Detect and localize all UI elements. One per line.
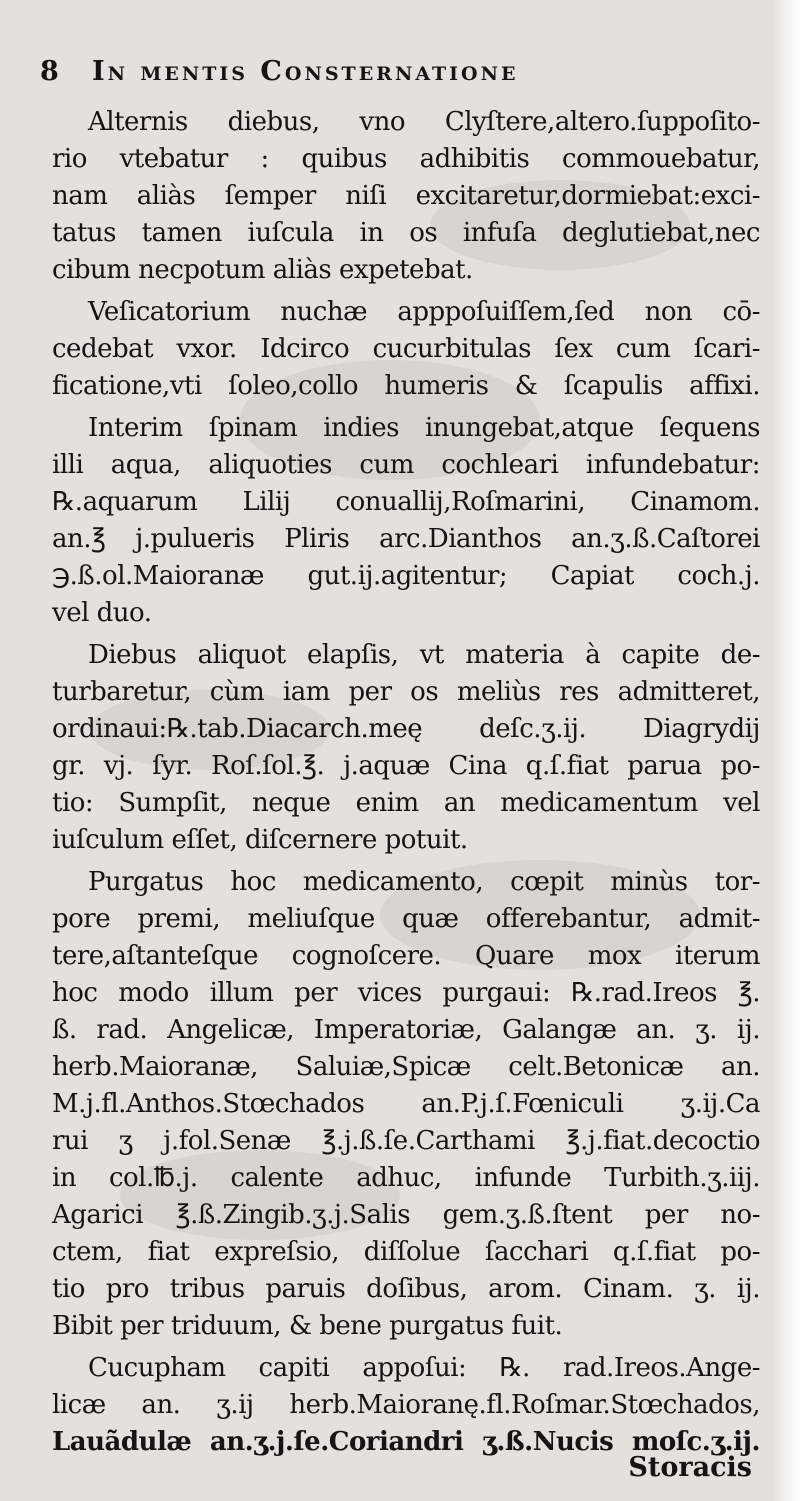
text-line: Lauãdulæ an.ʒ.j.ſe.Coriandri ʒ.ß.Nucis moſc.ʒ.ij. [52,1427,760,1457]
text-line: an.℥ j.pulueris Pliris arc.Dianthos an.ʒ.ß.Caſtorei [52,524,760,554]
text-line: illi aqua, aliquoties cum cochleari infundebatur: [52,450,760,480]
text-line: rio vtebatur : quibus adhibitis commouebatur, [52,144,760,174]
text-line: hoc modo illum per vices purgaui: ℞.rad.Ireos ℥. [52,978,760,1008]
catchword: Storacis [628,1452,752,1483]
text-line: ℈.ß.ol.Maioranæ gut.ij.agitentur; Capiat coch.j. [52,561,760,591]
text-line: gr. vj. ſyr. Roſ.ſol.℥. j.aquæ Cina q.ſ.fiat parua po- [52,751,760,781]
text-line: Cucupham capiti appoſui: ℞. rad.Ireos.Ange- [88,1353,760,1383]
text-line: pore premi, meliuſque quæ offerebantur, admit- [52,904,760,934]
running-head [40,56,760,96]
text-line: ordinaui:℞.tab.Diacarch.meę deſc.ʒ.ij. Diagrydij [52,714,760,744]
text-line: vel duo. [52,598,152,628]
text-line: iuſculum eſſet, diſcernere potuit. [52,825,468,855]
text-line: ℞.aquarum Lilij conuallij,Roſmarini, Cinamom. [52,487,760,517]
text-line: tio pro tribus paruis doſibus, arom. Cinam. ʒ. ij. [52,1274,760,1304]
text-line: licæ an. ʒ.ij herb.Maioranę.fl.Roſmar.Stœchados, [52,1390,760,1420]
text-line: cedebat vxor. Idcirco cucurbitulas ſex cum ſcari- [52,334,760,364]
text-line: M.j.fl.Anthos.Stœchados an.P.j.ſ.Fœniculi ʒ.ij.Ca [52,1089,760,1119]
text-line: turbaretur, cùm iam per os meliùs res admitteret, [52,677,760,707]
text-line: Agarici ℥.ß.Zingib.ʒ.j.Salis gem.ʒ.ß.ſtent per no- [52,1200,760,1230]
text-line: Purgatus hoc medicamento, cœpit minùs tor- [88,867,760,897]
text-line: rui ʒ j.fol.Senæ ℥.j.ß.ſe.Carthami ℥.j.fiat.decoctio [52,1126,760,1156]
page-number: 8 [40,56,59,87]
text-line: herb.Maioranæ, Saluiæ,Spicæ celt.Betonicæ an. [52,1052,760,1082]
text-line: Bibit per triduum, & bene purgatus fuit. [52,1311,563,1341]
text-line: nam aliàs ſemper niſi excitaretur,dormiebat:exci- [52,181,760,211]
text-line: ctem, fiat expreſsio, diſſolue ſacchari q.ſ.fiat po- [52,1237,760,1267]
text-line: Veſicatorium nuchæ apppoſuiſſem,ſed non cō- [88,297,760,327]
page-edge [772,0,800,1501]
text-line: Diebus aliquot elapſis, vt materia à capite de- [88,640,760,670]
text-line: ß. rad. Angelicæ, Imperatoriæ, Galangæ an. ʒ. ij. [52,1015,760,1045]
text-line: Interim ſpinam indies inungebat,atque ſequens [88,413,760,443]
text-line: tio: Sumpſit, neque enim an medicamentum vel [52,788,760,818]
text-line: tatus tamen iuſcula in os infuſa deglutiebat,nec [52,218,760,248]
text-line: ficatione,vti ſoleo,collo humeris & ſcapulis affixi. [52,371,760,401]
running-head-title: In mentis Consternatione [92,56,519,87]
text-line: cibum necpotum aliàs expetebat. [52,255,473,285]
text-line: in col.℔.j. calente adhuc, infunde Turbith.ʒ.iij. [52,1163,760,1193]
text-line: tere,aſtanteſque cognoſcere. Quare mox iterum [52,941,760,971]
text-line: Alternis diebus, vno Clyſtere,altero.ſuppoſito- [88,107,760,137]
